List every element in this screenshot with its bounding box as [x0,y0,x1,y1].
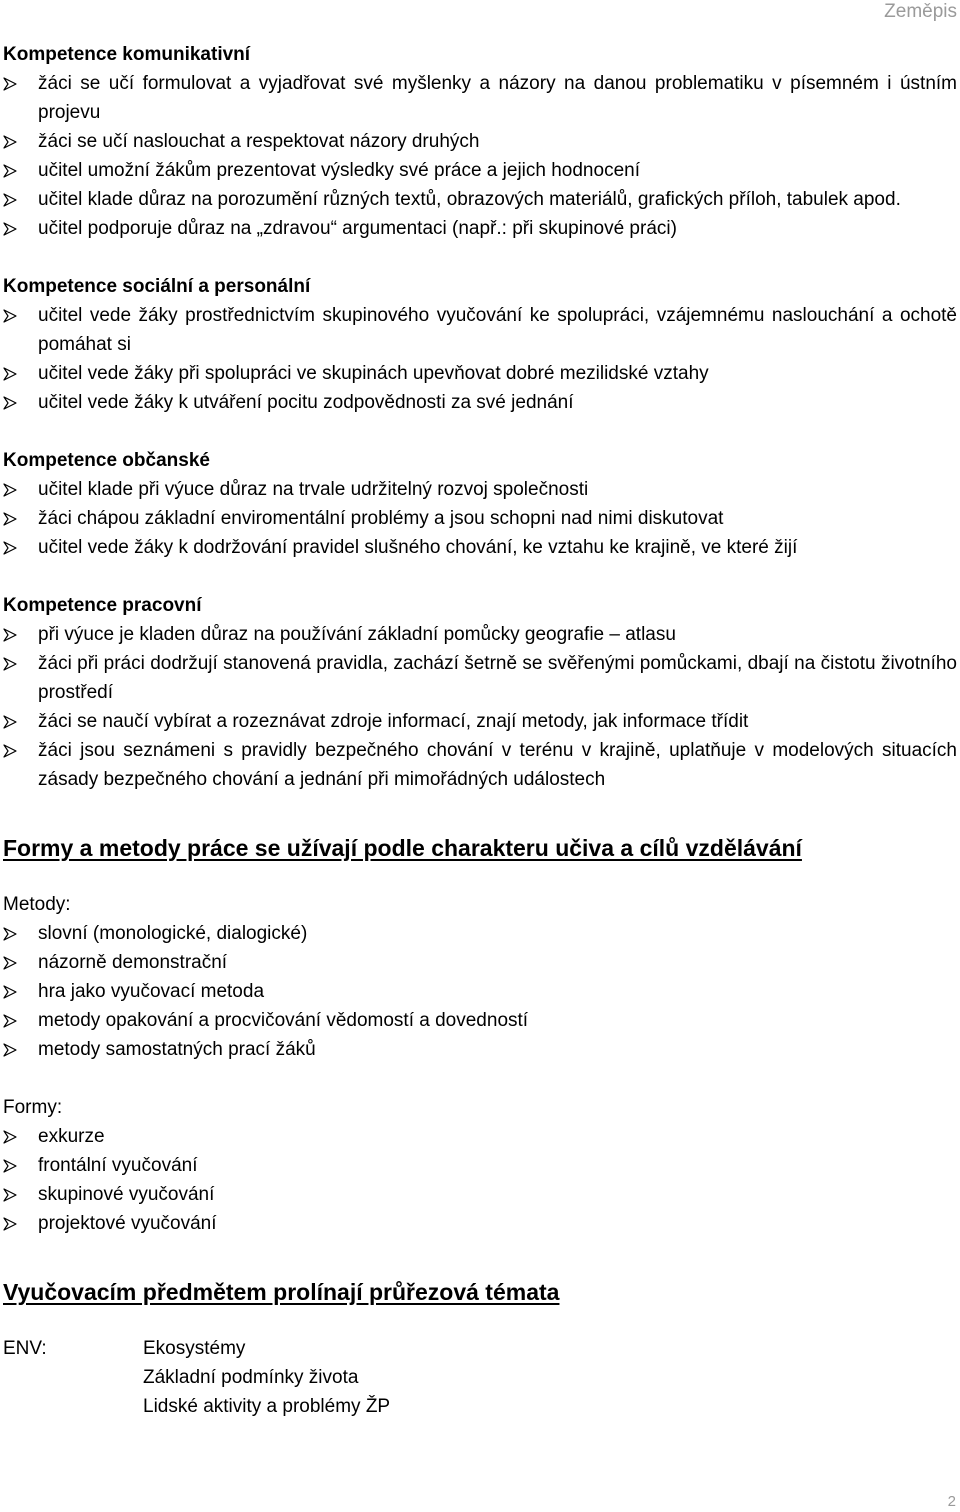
arrow-bullet-icon [3,956,17,970]
arrow-bullet-icon [3,396,17,410]
list-item [3,359,957,388]
env-topic: Lidské aktivity a problémy ŽP [143,1396,391,1417]
list-item-text: učitel podporuje důraz na „zdravou“ argumentaci (např.: při skupinové práci) [38,218,677,239]
list-item [3,127,957,156]
list-item-text: žáci se učí naslouchat a respektovat názory druhých [38,131,480,152]
list-item [3,504,957,533]
section-civic [3,446,957,562]
arrow-bullet-icon [3,193,17,207]
list-item [3,533,957,562]
env-label: ENV: [3,1338,47,1359]
list-item-text: učitel vede žáky k utváření pocitu zodpovědnosti za své jednání [38,392,574,413]
section-work [3,591,957,794]
forms-block [3,1093,957,1238]
bullet-list [3,1122,957,1238]
list-item-text: projektové vyučování [38,1213,217,1234]
list-item-text: žáci se učí formulovat a vyjadřovat své myšlenky a názory na danou problematiku v písemném i ústním projevu [38,73,957,123]
methods-label: Metody: [3,894,71,915]
list-item [3,919,957,948]
arrow-bullet-icon [3,1217,17,1231]
arrow-bullet-icon [3,628,17,642]
list-item [3,1151,957,1180]
arrow-bullet-icon [3,715,17,729]
list-item-text: metody opakování a procvičování vědomostí a dovedností [38,1010,529,1031]
env-topic: Ekosystémy [143,1338,246,1359]
document-body [3,40,957,1421]
arrow-bullet-icon [3,985,17,999]
list-item-text: učitel vede žáky při spolupráci ve skupinách upevňovat dobré mezilidské vztahy [38,363,709,384]
forms-label: Formy: [3,1097,63,1118]
list-item [3,185,957,214]
list-item [3,707,957,736]
list-item-text: metody samostatných prací žáků [38,1039,316,1060]
bullet-list [3,69,957,243]
list-item-text: žáci jsou seznámeni s pravidly bezpečného chování v terénu v krajině, uplatňuje v modelových situacích zásady bezpečného chování a jednání při mimořádných událostech [38,740,957,790]
env-block [3,1334,957,1421]
list-item-text: učitel klade důraz na porozumění různých textů, obrazových materiálů, grafických příloh, tabulek apod. [38,189,901,210]
list-item [3,736,957,794]
arrow-bullet-icon [3,1043,17,1057]
list-item-text: žáci při práci dodržují stanovená pravidla, zachází šetrně se svěřenými pomůckami, dbají na čistotu životního prostředí [38,653,957,703]
list-item-text: slovní (monologické, dialogické) [38,923,308,944]
cross-topics-heading: Vyučovacím předmětem prolínají průřezová témata [3,1279,560,1305]
methods-block [3,890,957,1064]
list-item-text: učitel klade při výuce důraz na trvale udržitelný rozvoj společnosti [38,479,589,500]
list-item-text: učitel umožní žákům prezentovat výsledky své práce a jejich hodnocení [38,160,640,181]
bullet-list [3,620,957,794]
list-item-text: učitel vede žáky k dodržování pravidel slušného chování, ke vztahu ke krajině, ve které žijí [38,537,798,558]
arrow-bullet-icon [3,309,17,323]
list-item-text: hra jako vyučovací metoda [38,981,265,1002]
env-topic: Základní podmínky života [143,1367,359,1388]
list-item-text: učitel vede žáky prostřednictvím skupinového vyučování ke spolupráci, vzájemnému naslouchání a ochotě pomáhat si [38,305,957,355]
list-item-text: skupinové vyučování [38,1184,215,1205]
list-item [3,475,957,504]
list-item-text: názorně demonstrační [38,952,228,973]
arrow-bullet-icon [3,512,17,526]
section-heading: Kompetence pracovní [3,595,202,616]
arrow-bullet-icon [3,77,17,91]
section-social [3,272,957,417]
arrow-bullet-icon [3,135,17,149]
list-item [3,1180,957,1209]
header-subject: Zeměpis [884,1,957,22]
list-item [3,620,957,649]
arrow-bullet-icon [3,1159,17,1173]
list-item [3,301,957,359]
list-item-text: žáci se naučí vybírat a rozeznávat zdroje informací, znají metody, jak informace třídit [38,711,749,732]
bullet-list [3,475,957,562]
arrow-bullet-icon [3,222,17,236]
arrow-bullet-icon [3,1188,17,1202]
env-topic-list [143,1334,390,1421]
bullet-list [3,301,957,417]
section-heading: Kompetence občanské [3,450,210,471]
arrow-bullet-icon [3,367,17,381]
arrow-bullet-icon [3,541,17,555]
arrow-bullet-icon [3,1014,17,1028]
list-item [3,977,957,1006]
list-item-text: žáci chápou základní enviromentální problémy a jsou schopni nad nimi diskutovat [38,508,724,529]
list-item-text: exkurze [38,1126,105,1147]
list-item [3,1006,957,1035]
list-item-text: při výuce je kladen důraz na používání základní pomůcky geografie – atlasu [38,624,676,645]
arrow-bullet-icon [3,744,17,758]
arrow-bullet-icon [3,657,17,671]
list-item [3,388,957,417]
arrow-bullet-icon [3,164,17,178]
forms-methods-heading: Formy a metody práce se užívají podle charakteru učiva a cílů vzdělávání [3,835,802,861]
list-item [3,156,957,185]
arrow-bullet-icon [3,483,17,497]
arrow-bullet-icon [3,927,17,941]
list-item [3,1035,957,1064]
bullet-list [3,919,957,1064]
list-item [3,214,957,243]
list-item-text: frontální vyučování [38,1155,198,1176]
arrow-bullet-icon [3,1130,17,1144]
list-item [3,1209,957,1238]
list-item [3,649,957,707]
list-item [3,69,957,127]
section-heading: Kompetence komunikativní [3,44,251,65]
list-item [3,1122,957,1151]
section-heading: Kompetence sociální a personální [3,276,311,297]
section-communicative [3,40,957,243]
list-item [3,948,957,977]
page-number: 2 [947,1493,956,1510]
